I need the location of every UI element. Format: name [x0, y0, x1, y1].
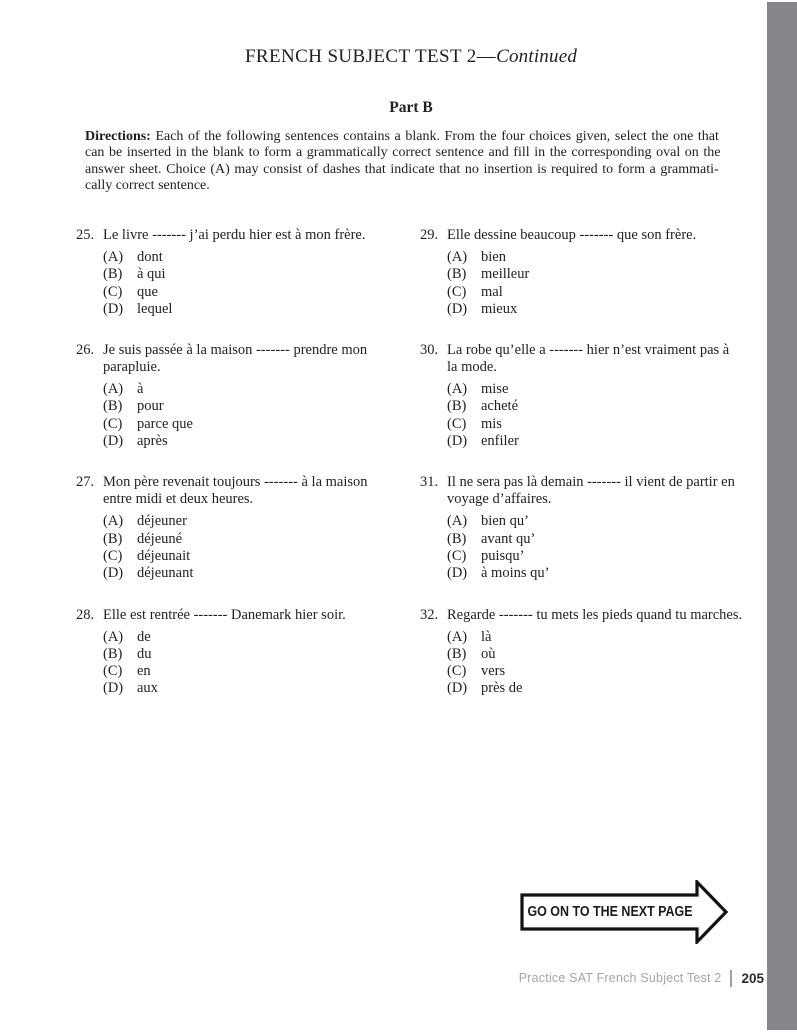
choice-text: à qui [137, 266, 166, 283]
choice-letter: (D) [447, 300, 468, 317]
question-number: 29. [420, 227, 439, 243]
choice-row [103, 629, 390, 646]
choice-letter: (D) [103, 433, 124, 450]
choice-text: puisqu’ [481, 547, 525, 564]
choice-letter: (B) [447, 398, 467, 415]
choices-list [420, 629, 745, 698]
directions-line [85, 129, 740, 145]
choice-letter: (B) [447, 645, 467, 662]
choice-text: bien [481, 249, 506, 265]
choice-row [447, 548, 745, 565]
choice-row [447, 266, 745, 283]
choice-letter: (C) [103, 663, 123, 680]
choice-letter: (A) [103, 628, 124, 645]
choice-row [103, 548, 390, 565]
choice-letter: (C) [103, 547, 123, 564]
question-number: 26. [76, 342, 95, 359]
choice-text: que [137, 283, 158, 300]
question-text-line: parapluie. [103, 359, 161, 376]
choice-text: avant qu’ [481, 530, 536, 547]
directions-line-text: Each of the following sentences contains a blank. From the four choices given, select the one that [155, 129, 719, 144]
choice-row [103, 565, 390, 582]
choice-letter: (D) [447, 680, 468, 697]
directions-label: Directions: [85, 129, 151, 144]
question-head [420, 227, 745, 244]
choice-letter: (B) [103, 645, 123, 662]
question-text-line: Regarde ------- tu mets les pieds quand tu marches. [447, 606, 743, 623]
choice-letter: (D) [447, 433, 468, 450]
page-footer [519, 968, 764, 988]
choice-letter: (A) [447, 513, 468, 530]
choice-row [447, 433, 745, 450]
page-number: 205 [741, 970, 764, 986]
choice-text: dont [137, 249, 163, 265]
choice-letter: (A) [103, 249, 124, 265]
choice-text: déjeuner [137, 513, 187, 530]
choice-row [103, 663, 390, 680]
choice-text: où [481, 645, 496, 662]
choice-row [447, 629, 745, 646]
choice-text: là [481, 628, 492, 645]
choice-letter: (D) [103, 565, 124, 582]
choice-text: mieux [481, 300, 518, 317]
question-text-line: la mode. [447, 359, 497, 376]
choice-row [447, 416, 745, 433]
directions-line: can be inserted in the blank to form a grammatically correct sentence and fill in the corresponding oval on the [85, 145, 721, 161]
choice-text: acheté [481, 398, 519, 415]
choice-letter: (C) [103, 283, 123, 300]
question-head [420, 607, 745, 624]
question-text [103, 474, 368, 508]
choice-letter: (D) [103, 680, 124, 697]
choice-text: aux [137, 680, 158, 697]
choices-list [76, 381, 390, 450]
question-number: 27. [76, 474, 95, 491]
go-on-arrow [520, 880, 728, 944]
go-on-label: GO ON TO THE NEXT PAGE [527, 904, 693, 920]
choice-text: de [137, 628, 151, 645]
choice-text: du [137, 645, 152, 662]
choice-row [447, 531, 745, 548]
choices-list [420, 513, 745, 582]
choice-row [447, 646, 745, 663]
choice-letter: (C) [447, 547, 467, 564]
choice-row [447, 680, 745, 697]
choice-letter: (C) [447, 415, 467, 432]
choices-list [420, 249, 745, 318]
question-text [103, 342, 367, 376]
choice-row [447, 565, 745, 582]
directions-paragraph [85, 129, 740, 194]
directions-line: cally correct sentence. [85, 177, 210, 193]
question-text-line: Il ne sera pas là demain ------- il vient de partir en [447, 474, 735, 491]
choice-text: pour [137, 398, 164, 415]
choice-text: en [137, 663, 151, 680]
question-29 [420, 227, 745, 318]
footer-title: Practice SAT French Subject Test 2 [518, 971, 722, 985]
choice-text: à moins qu’ [481, 565, 550, 582]
choice-text: vers [481, 663, 506, 680]
question-number: 25. [76, 227, 95, 243]
choice-text: bien qu’ [481, 513, 529, 530]
question-text-line: Je suis passée à la maison ------- prendre mon [103, 342, 368, 359]
question-number: 30. [420, 342, 439, 359]
question-text-line: Elle dessine beaucoup ------- que son frère. [447, 227, 697, 243]
question-head [76, 342, 390, 376]
choices-list [76, 629, 390, 698]
choices-list [76, 249, 390, 318]
choices-list [420, 381, 745, 450]
question-head [420, 342, 745, 376]
choice-text: lequel [137, 300, 173, 317]
choice-letter: (A) [103, 513, 124, 530]
title-main: FRENCH SUBJECT TEST 2 [244, 46, 477, 67]
question-number: 31. [420, 474, 439, 491]
choice-text: meilleur [481, 266, 530, 283]
choice-row [103, 398, 390, 415]
page-title [55, 46, 767, 68]
question-number: 28. [76, 606, 95, 623]
choice-row [103, 416, 390, 433]
choice-text: près de [481, 680, 523, 697]
question-head [76, 227, 390, 244]
question-25 [76, 227, 390, 318]
choice-letter: (C) [103, 415, 123, 432]
choice-row [447, 513, 745, 530]
choice-row [447, 663, 745, 680]
directions-line: answer sheet. Choice (A) may consist of dashes that indicate that no insertion is required to form a grammati- [85, 161, 719, 177]
choices-list [76, 513, 390, 582]
question-head [76, 607, 390, 624]
choice-letter: (A) [447, 381, 468, 398]
choice-row [447, 249, 745, 266]
choice-text: après [137, 433, 168, 450]
question-text-line: La robe qu’elle a ------- hier n’est vraiment pas à [447, 342, 730, 359]
question-30 [420, 342, 745, 450]
choice-row [103, 301, 390, 318]
question-text [447, 607, 742, 624]
choice-row [447, 398, 745, 415]
question-head [420, 474, 745, 508]
choice-letter: (A) [447, 249, 468, 265]
question-text [447, 342, 729, 376]
choice-letter: (B) [103, 398, 123, 415]
questions-right-column [420, 227, 745, 722]
part-label: Part B [389, 99, 433, 116]
choice-text: déjeuné [137, 530, 183, 547]
choice-letter: (B) [103, 266, 123, 283]
choice-letter: (A) [103, 381, 124, 398]
choice-text: déjeunant [137, 565, 194, 582]
questions-area [76, 227, 745, 722]
choice-text: déjeunait [137, 547, 191, 564]
questions-left-column [76, 227, 390, 722]
question-31 [420, 474, 745, 582]
title-continued: Continued [496, 46, 578, 67]
choice-letter: (B) [103, 530, 123, 547]
question-32 [420, 607, 745, 698]
choice-row [103, 381, 390, 398]
choice-row [103, 266, 390, 283]
choice-row [103, 513, 390, 530]
choice-letter: (A) [447, 628, 468, 645]
choice-row [103, 646, 390, 663]
title-dash: — [476, 46, 497, 67]
choice-row [103, 680, 390, 697]
choice-letter: (D) [447, 565, 468, 582]
question-28 [76, 607, 390, 698]
choice-letter: (B) [447, 530, 467, 547]
choice-text: mis [481, 415, 502, 432]
choice-letter: (B) [447, 266, 467, 283]
choice-letter: (C) [447, 663, 467, 680]
question-text-line: Elle est rentrée ------- Danemark hier soir. [103, 606, 346, 623]
question-number: 32. [420, 606, 439, 623]
question-text-line: Le livre ------- j’ai perdu hier est à mon frère. [103, 227, 366, 243]
choice-row [447, 301, 745, 318]
choice-text: enfiler [481, 433, 519, 450]
choice-letter: (D) [103, 300, 124, 317]
choice-row [103, 284, 390, 301]
choice-letter: (C) [447, 283, 467, 300]
choice-text: mise [481, 381, 509, 398]
choice-row [447, 284, 745, 301]
question-text-line: entre midi et deux heures. [103, 491, 254, 508]
choice-text: parce que [137, 415, 193, 432]
question-26 [76, 342, 390, 450]
choice-row [103, 249, 390, 266]
question-text [447, 227, 696, 244]
choice-row [103, 531, 390, 548]
choice-text: mal [481, 283, 503, 300]
footer-divider [730, 970, 732, 987]
question-text-line: voyage d’affaires. [447, 491, 552, 508]
question-text [447, 474, 735, 508]
page-edge-strip [767, 2, 797, 1030]
choice-row [103, 433, 390, 450]
question-text [103, 607, 346, 624]
question-27 [76, 474, 390, 582]
question-head [76, 474, 390, 508]
question-text [103, 227, 365, 244]
choice-text: à [137, 381, 144, 398]
question-text-line: Mon père revenait toujours ------- à la maison [103, 474, 368, 491]
choice-row [447, 381, 745, 398]
